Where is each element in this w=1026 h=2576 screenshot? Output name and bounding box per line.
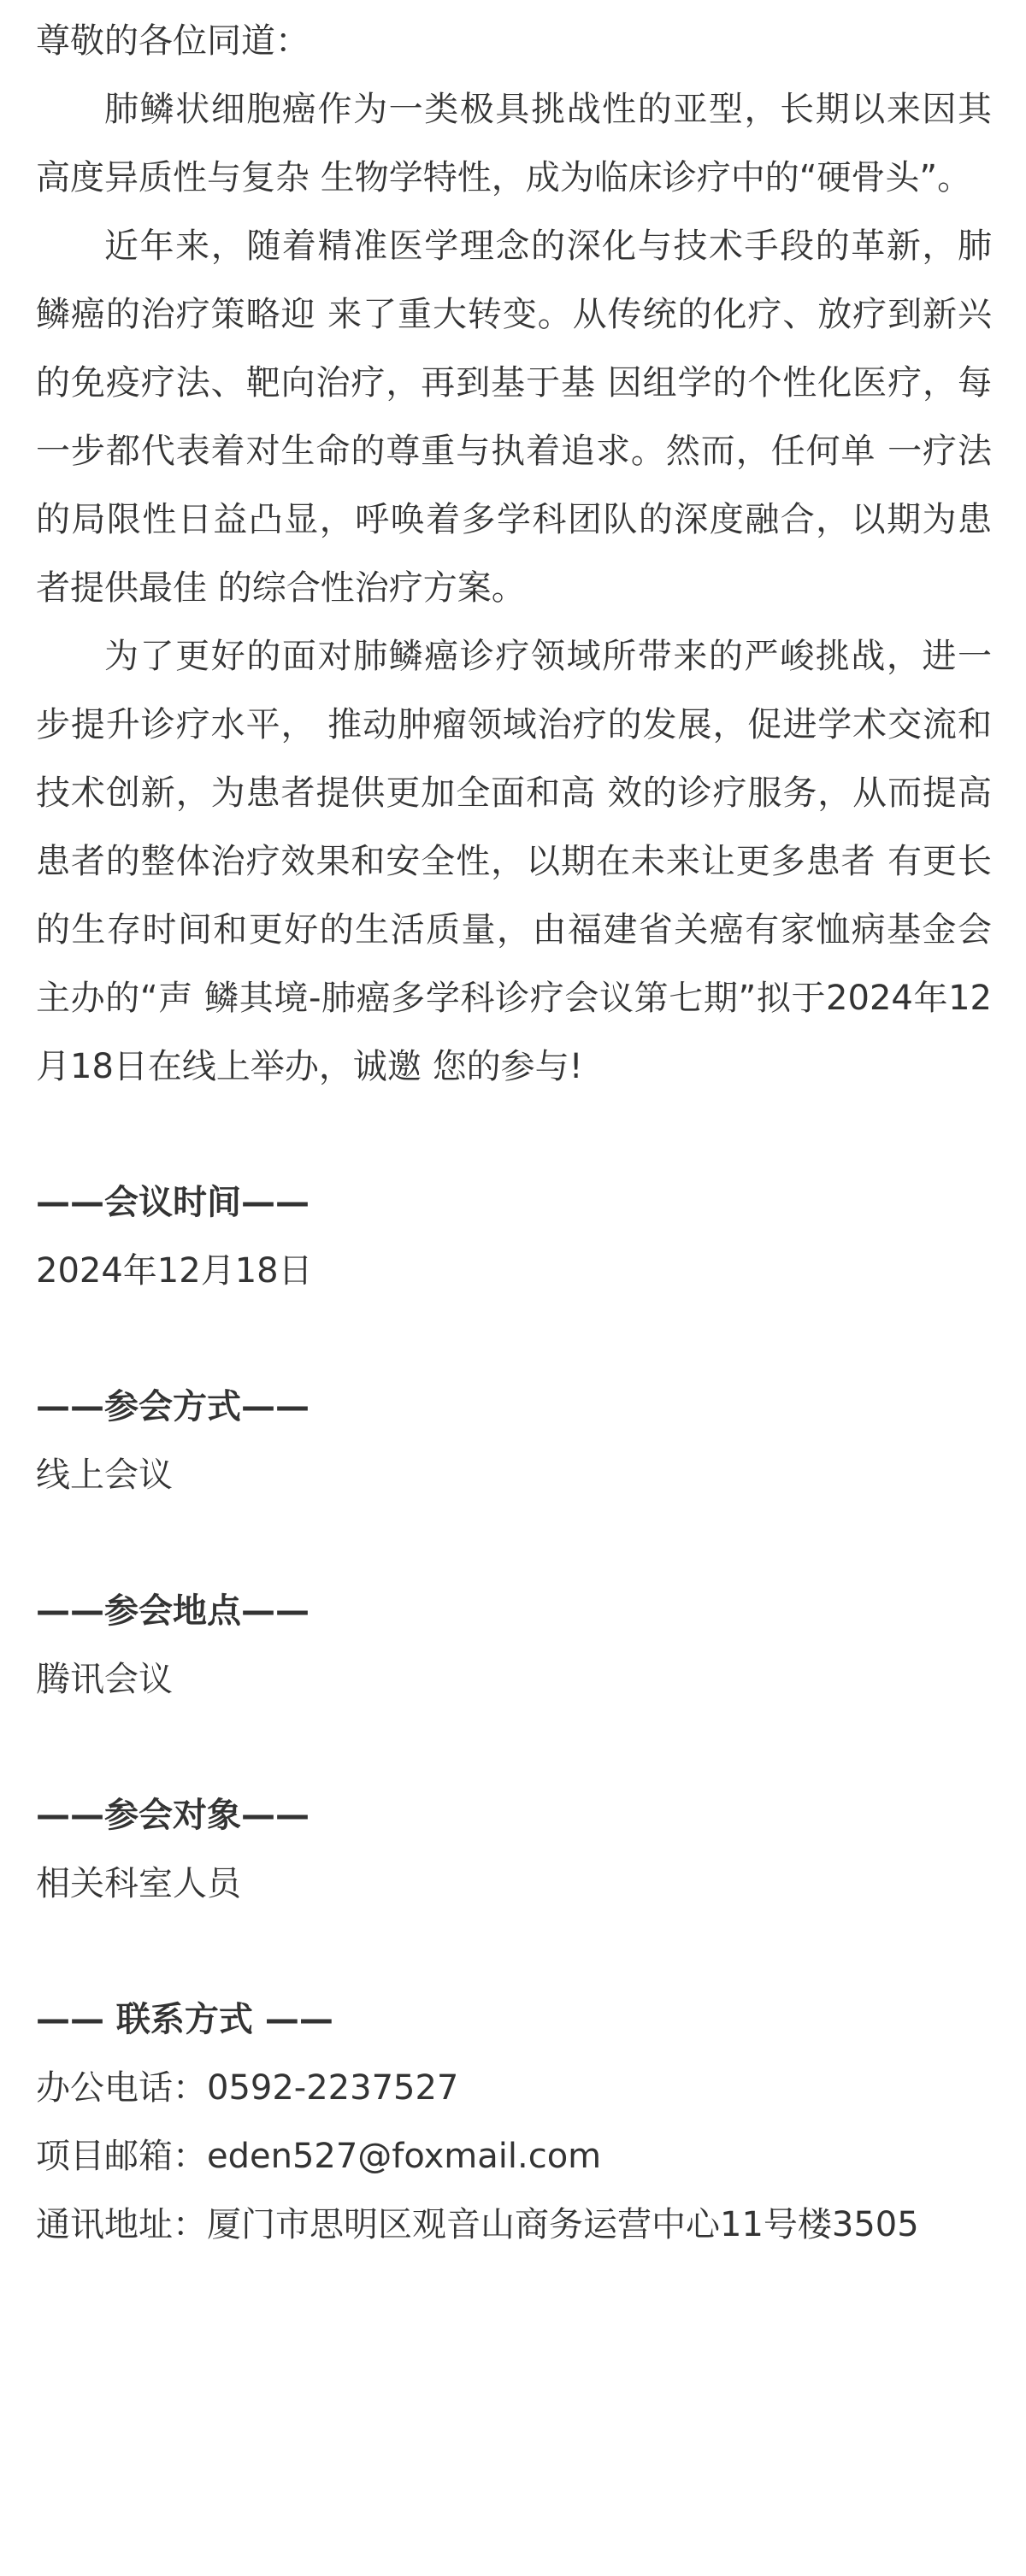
meeting-mode-section — [36, 1373, 992, 1509]
contact-address: 通讯地址：厦门市思明区观音山商务运营中心11号楼3505 — [36, 2205, 919, 2244]
invitation-paragraph: 为了更好的面对肺鳞癌诊疗领域所带来的严峻挑战，进一步提升诊疗水平， 推动肿瘤领域治疗的发展，促进学术交流和技术创新，为患者提供更加全面和高 效的诊疗服务，从而提高患者的整体治疗效果和安全性，以期在未来让更多患者 有更长的生存时间和更好的生活质量，由福建省关癌有家恤病基金会主办的“声 鳞其境-肺癌多学科诊疗会议第七期”拟于2024年12月18日在线上举办，诚邀 您的参与! — [36, 637, 992, 1086]
meeting-mode-value: 线上会议 — [36, 1456, 173, 1495]
meeting-location-section — [36, 1577, 992, 1714]
contact-section — [36, 1985, 992, 2259]
intro-paragraph: 肺鳞状细胞癌作为一类极具挑战性的亚型，长期以来因其高度异质性与复杂 生物学特性，成为临床诊疗中的“硬骨头”。 — [36, 90, 992, 197]
audience-section — [36, 1781, 992, 1918]
meeting-location-value: 腾讯会议 — [36, 1660, 173, 1699]
audience-title: ——参会对象—— — [36, 1796, 310, 1835]
meeting-mode-title: ——参会方式—— — [36, 1387, 310, 1426]
background-paragraph: 近年来，随着精准医学理念的深化与技术手段的革新，肺鳞癌的治疗策略迎 来了重大转变。从传统的化疗、放疗到新兴的免疫疗法、靶向治疗，再到基于基 因组学的个性化医疗，每一步都代表着对生命的尊重与执着追求。然而，任何单 一疗法的局限性日益凸显，呼唤着多学科团队的深度融合，以期为患者提供最佳 的综合性治疗方案。 — [36, 226, 992, 608]
meeting-time-section — [36, 1168, 992, 1305]
contact-email[interactable]: 项目邮箱：eden527@foxmail.com — [36, 2137, 602, 2176]
contact-phone[interactable]: 办公电话：0592-2237527 — [36, 2068, 459, 2108]
contact-title: —— 联系方式 —— — [36, 2000, 333, 2039]
greeting: 尊敬的各位同道： — [36, 21, 310, 61]
meeting-time-value: 2024年12月18日 — [36, 1251, 313, 1291]
meeting-location-title: ——参会地点—— — [36, 1591, 310, 1631]
audience-value: 相关科室人员 — [36, 1864, 241, 1903]
meeting-time-title: ——会议时间—— — [36, 1183, 310, 1222]
